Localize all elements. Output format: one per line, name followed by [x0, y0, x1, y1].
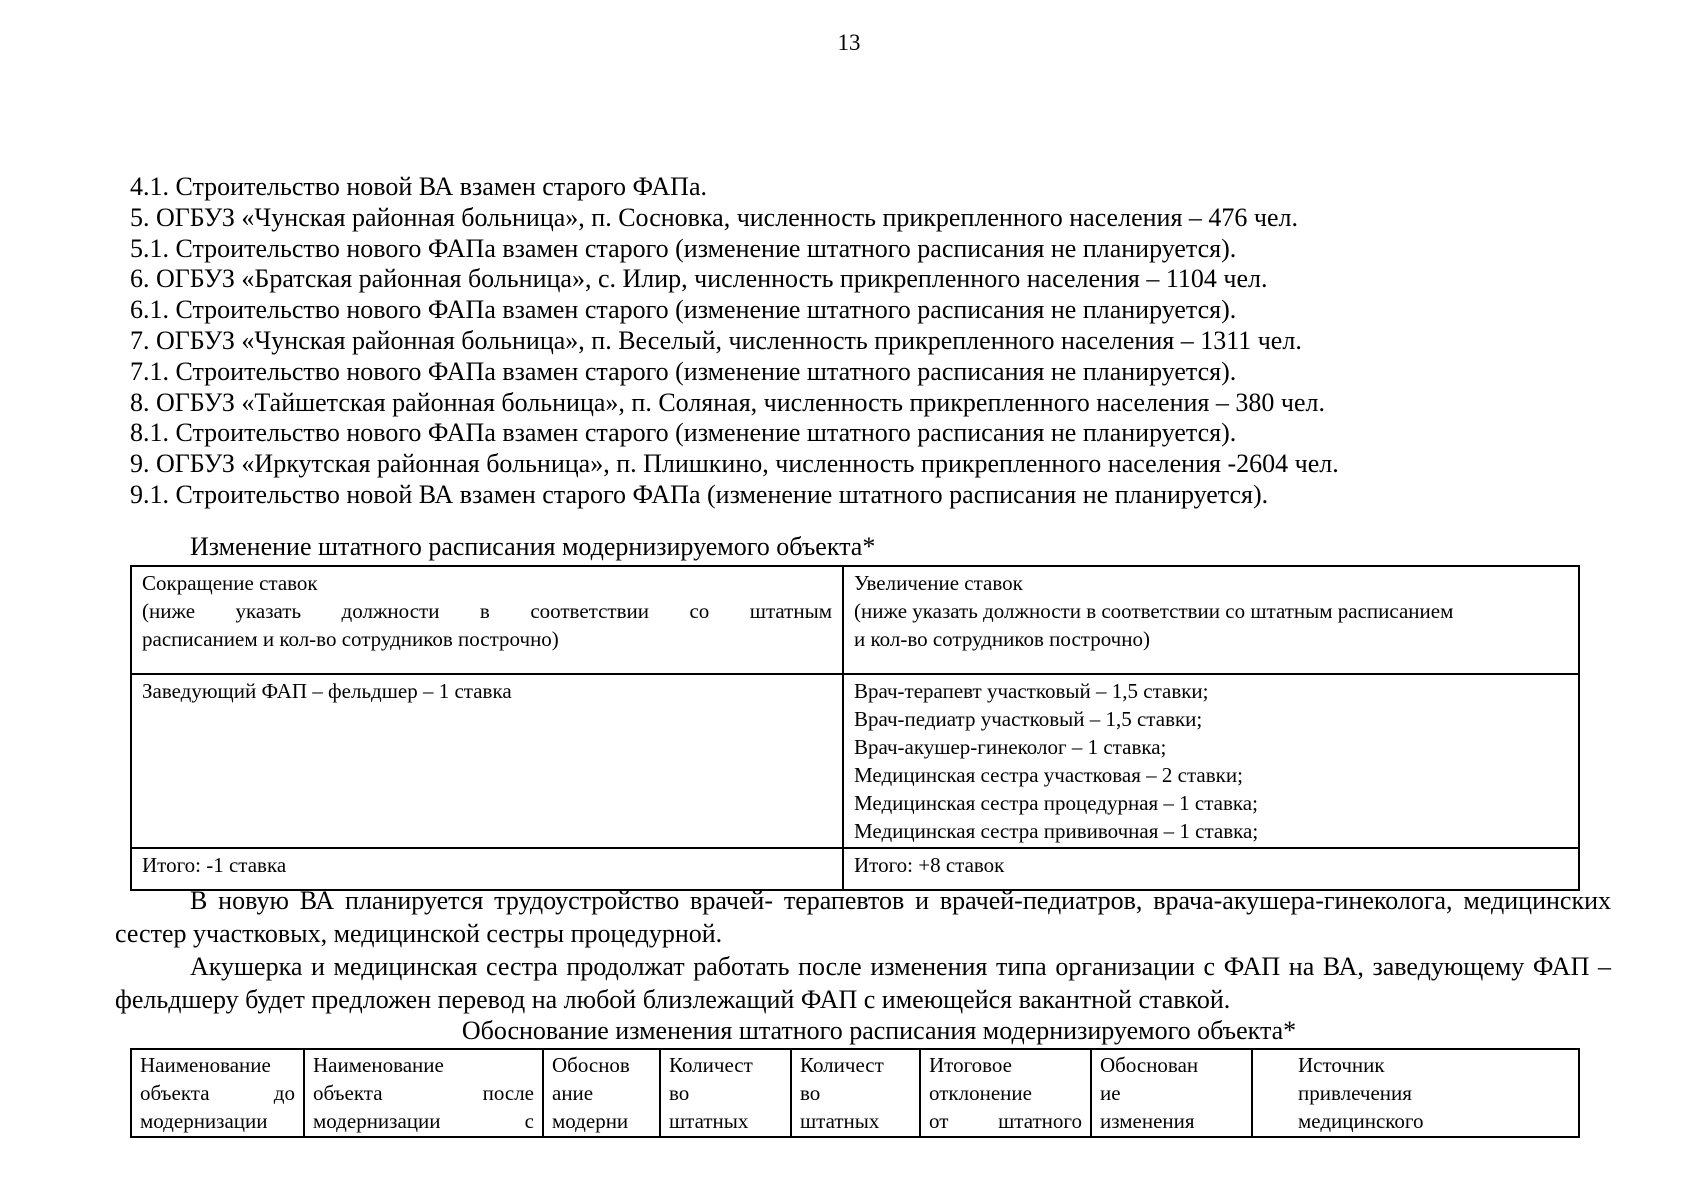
list-item: 9.1. Строительство новой ВА взамен старого ФАПа (изменение штатного расписания не планируется).: [130, 479, 1269, 509]
header-line: ание: [552, 1081, 594, 1105]
reduction-header-note: расписанием и кол-во сотрудников построчно): [142, 627, 559, 651]
header-line: Количест: [669, 1053, 753, 1077]
column-header: [131, 1049, 304, 1137]
header-line: во: [669, 1081, 690, 1105]
header-line: штатных: [669, 1109, 749, 1133]
increase-item: Медицинская сестра прививочная – 1 ставка;: [854, 819, 1259, 843]
reduction-total: Итого: -1 ставка: [131, 848, 843, 890]
column-header: [1091, 1049, 1252, 1137]
increase-cell: [843, 674, 1579, 848]
paragraph: Акушерка и медицинская сестра продолжат работать после изменения типа организации с ФАП на ВА, заведующему ФАП – фельдшеру будет предложен перевод на любой близлежащий ФАП с имеющейся вакантной ставкой.: [115, 952, 1611, 1014]
header-line: Наименование: [140, 1053, 271, 1077]
header-line: привлечения: [1298, 1081, 1412, 1105]
header-line: отклонение: [929, 1081, 1032, 1105]
header-line: штатных: [800, 1109, 880, 1133]
header-line: Итоговое: [929, 1053, 1013, 1077]
column-header: [920, 1049, 1091, 1137]
staff-table-caption: Изменение штатного расписания модернизируемого объекта*: [190, 532, 876, 561]
increase-header-title: Увеличение ставок: [854, 571, 1023, 595]
reduction-header-cell: [131, 566, 843, 674]
list-item: 4.1. Строительство новой ВА взамен старого ФАПа.: [130, 172, 708, 201]
header-line: от штатного: [929, 1109, 1082, 1133]
justification-table-caption: Обоснование изменения штатного расписания модернизируемого объекта*: [461, 1016, 1297, 1045]
table-header-row: [131, 1049, 1579, 1137]
header-line: модернизации: [140, 1109, 268, 1133]
list-item: 9. ОГБУЗ «Иркутская районная больница», п. Плишкино, численность прикрепленного населения -2604 чел.: [130, 449, 1339, 479]
header-line: Обоснов: [552, 1053, 630, 1077]
column-header: [791, 1049, 920, 1137]
column-header: [660, 1049, 791, 1137]
increase-item: Врач-педиатр участковый – 1,5 ставки;: [854, 707, 1203, 731]
header-line: Обоснован: [1100, 1053, 1199, 1077]
header-line: объекта до: [140, 1081, 295, 1105]
column-header: [304, 1049, 543, 1137]
increase-header-note: (ниже указать должности в соответствии со штатным расписанием: [854, 599, 1454, 623]
list-item: 8. ОГБУЗ «Тайшетская районная больница», п. Соляная, численность прикрепленного населения – 380 чел.: [130, 387, 1325, 417]
reduction-item: Заведующий ФАП – фельдшер – 1 ставка: [142, 679, 512, 703]
body-text: [115, 884, 1611, 1016]
staff-change-table: [130, 565, 1580, 891]
page-number: 13: [837, 30, 861, 55]
increase-item: Медицинская сестра участковая – 2 ставки;: [854, 763, 1243, 787]
paragraph: В новую ВА планируется трудоустройство врачей- терапевтов и врачей-педиатров, врача-акушера-гинеколога, медицинских сестер участковых, медицинской сестры процедурной.: [115, 886, 1611, 948]
list-item: 6.1. Строительство нового ФАПа взамен старого (изменение штатного расписания не планируется).: [130, 295, 1237, 325]
header-line: модерни: [552, 1109, 629, 1133]
header-line: модернизации с: [313, 1109, 534, 1133]
header-line: Источник: [1298, 1053, 1385, 1077]
header-line: объекта после: [313, 1081, 534, 1105]
reduction-header-note: (ниже указать должности в соответствии со штатным: [142, 599, 832, 623]
column-header: [1252, 1049, 1579, 1137]
list-item: 8.1. Строительство нового ФАПа взамен старого (изменение штатного расписания не планируется).: [130, 418, 1237, 448]
increase-total: Итого: +8 ставок: [843, 848, 1579, 890]
list-item: 5.1. Строительство нового ФАПа взамен старого (изменение штатного расписания не планируется).: [130, 233, 1237, 263]
header-line: Количест: [800, 1053, 884, 1077]
table-row: [131, 674, 1579, 848]
justification-table: [130, 1048, 1580, 1138]
list-item: 6. ОГБУЗ «Братская районная больница», с. Илир, численность прикрепленного населения – 1104 чел.: [130, 264, 1268, 294]
header-line: изменения: [1100, 1109, 1195, 1133]
header-line: ие: [1100, 1081, 1121, 1105]
increase-item: Врач-акушер-гинеколог – 1 ставка;: [854, 735, 1167, 759]
header-line: Наименование: [313, 1053, 444, 1077]
reduction-cell: [131, 674, 843, 848]
increase-item: Врач-терапевт участковый – 1,5 ставки;: [854, 679, 1209, 703]
list-item: 7. ОГБУЗ «Чунская районная больница», п. Веселый, численность прикрепленного населения – 1311 чел.: [130, 325, 1302, 355]
reduction-header-title: Сокращение ставок: [142, 571, 318, 595]
header-line: во: [800, 1081, 821, 1105]
column-header: [543, 1049, 660, 1137]
header-line: медицинского: [1298, 1109, 1424, 1133]
numbered-list: [130, 172, 1610, 511]
increase-item: Медицинская сестра процедурная – 1 ставка;: [854, 791, 1258, 815]
increase-header-cell: [843, 566, 1579, 674]
list-item: 7.1. Строительство нового ФАПа взамен старого (изменение штатного расписания не планируется).: [130, 356, 1237, 386]
table-header-row: [131, 566, 1579, 674]
increase-header-note: и кол-во сотрудников построчно): [854, 627, 1150, 651]
list-item: 5. ОГБУЗ «Чунская районная больница», п. Сосновка, численность прикрепленного населения – 476 чел.: [130, 202, 1298, 232]
